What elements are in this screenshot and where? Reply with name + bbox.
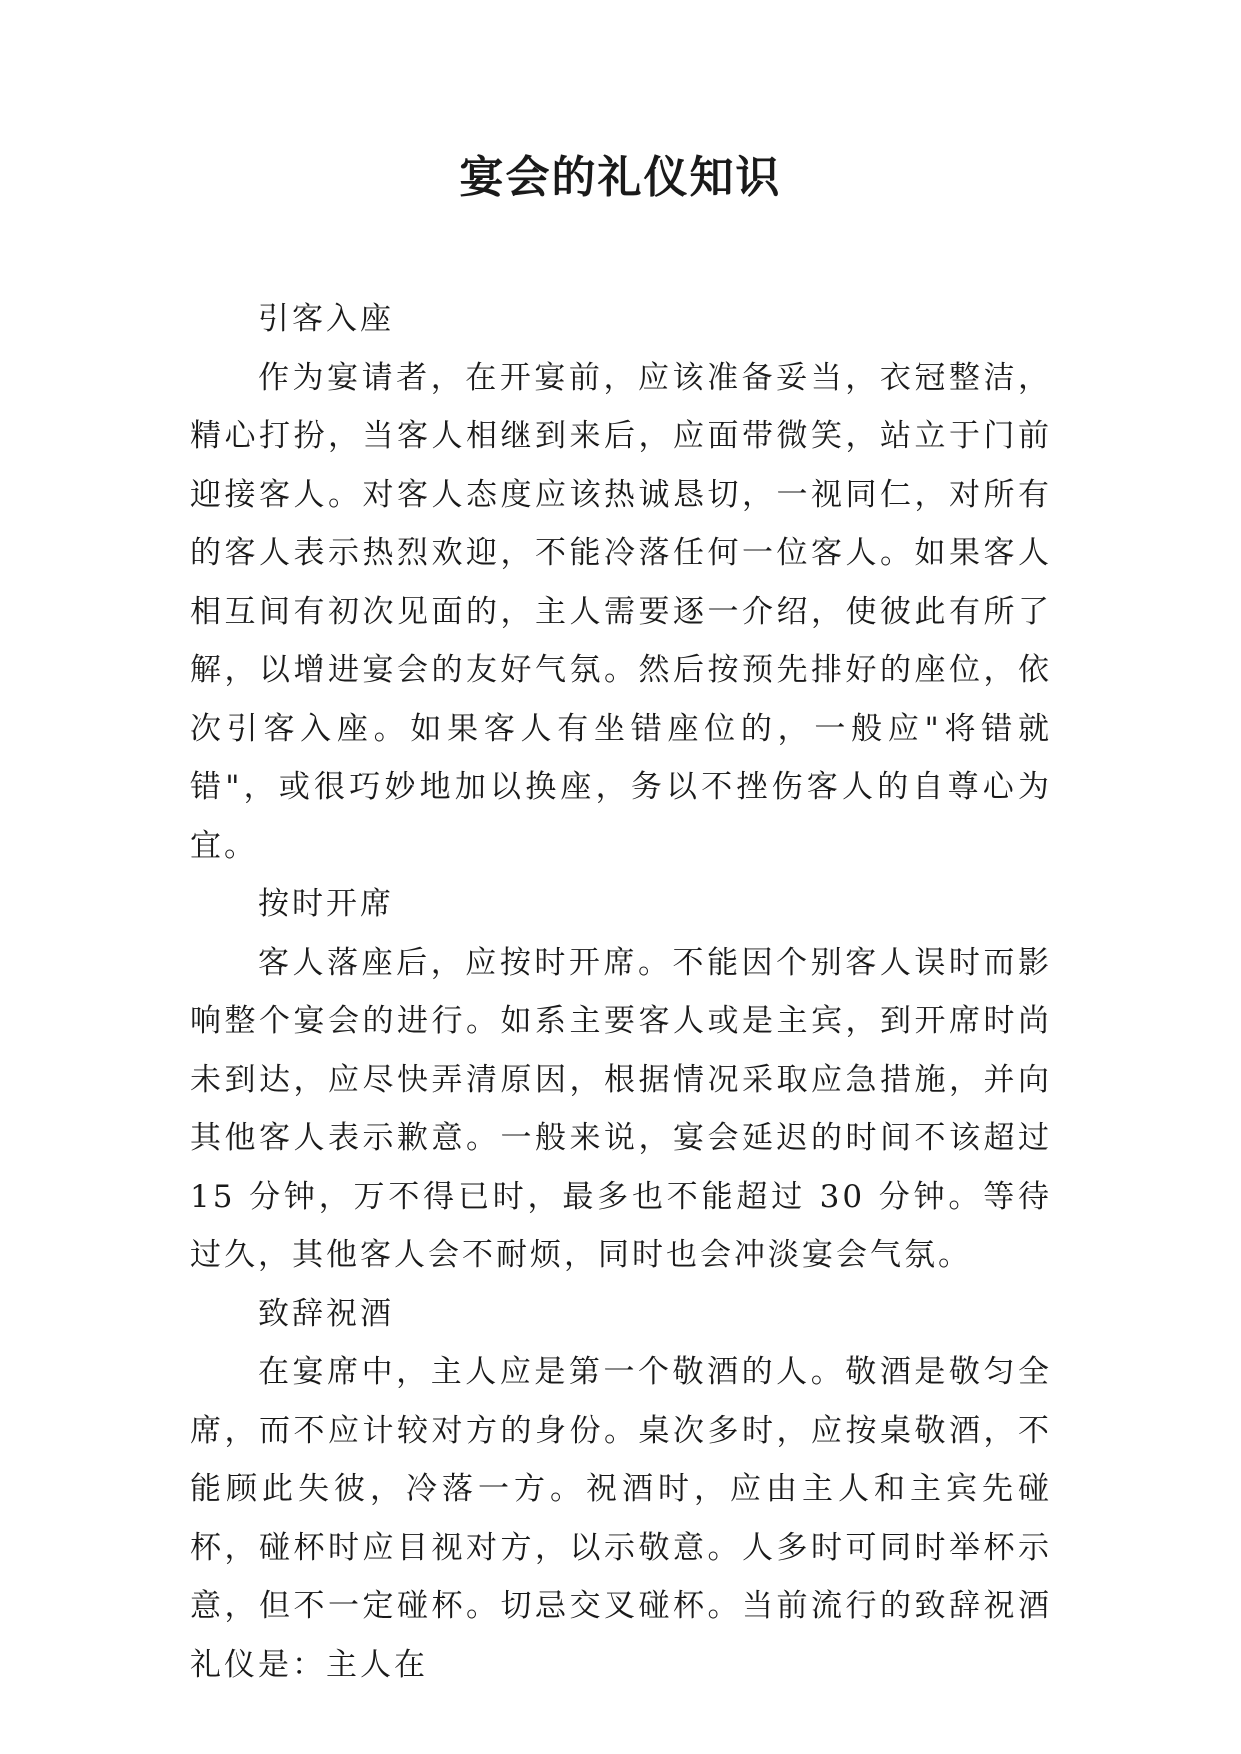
document-title: 宴会的礼仪知识 xyxy=(459,152,782,203)
document-body xyxy=(190,290,1052,1694)
section-heading: 致辞祝酒 xyxy=(258,1295,394,1332)
section-heading: 按时开席 xyxy=(258,886,394,922)
section-heading: 引客入座 xyxy=(258,301,394,337)
paragraph: 作为宴请者，在开宴前，应该准备妥当，衣冠整洁，精心打扮，当客人相继到来后，应面带微笑，站立于门前迎接客人。对客人态度应该热诚恳切，一视同仁，对所有的客人表示热烈欢迎，不能冷落任何一位客人。如果客人相互间有初次见面的，主人需要逐一介绍，使彼此有所了解，以增进宴会的友好气氛。然后按预先排好的座位，依次引客入座。如果客人有坐错座位的，一般应"将错就错"，或很巧妙地加以换座，务以不挫伤客人的自尊心为宜。 xyxy=(190,359,1052,864)
paragraph: 客人落座后，应按时开席。不能因个别客人误时而影响整个宴会的进行。如系主要客人或是主宾，到开席时尚未到达，应尽快弄清原因，根据情况采取应急措施，并向其他客人表示歉意。一般来说，宴会延迟的时间不该超过 15 分钟，万不得已时，最多也不能超过 30 分钟。等待过久，其他客人会不耐烦，同时也会冲淡宴会气氛。 xyxy=(190,944,1052,1273)
paragraph: 在宴席中，主人应是第一个敬酒的人。敬酒是敬匀全席，而不应计较对方的身份。桌次多时，应按桌敬酒，不能顾此失彼，冷落一方。祝酒时，应由主人和主宾先碰杯，碰杯时应目视对方，以示敬意。人多时可同时举杯示意，但不一定碰杯。切忌交叉碰杯。当前流行的致辞祝酒礼仪是：主人在 xyxy=(190,1354,1052,1683)
